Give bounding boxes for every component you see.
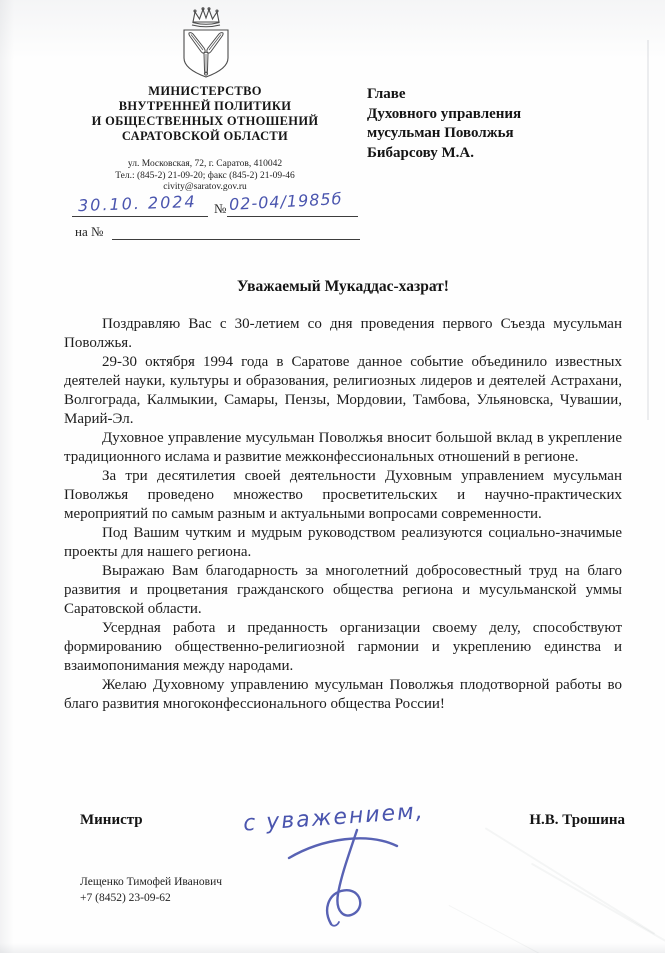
handwritten-signature-icon [283,826,403,928]
email-address: civity@saratov.gov.ru [163,182,247,192]
body-paragraph: За три десятилетия своей деятельности Духовным управлением мусульман Поволжья проведено множество просветительских и научно-практических мероприятий по самым разным и актуальными вопросами современности. [64,468,622,522]
body-paragraph: Духовное управление мусульман Поволжья вносит большой вклад в укрепление традиционного ислама и развитие межконфессиональных отношений в регионе. [64,430,622,465]
recipient-line: Бибарсову М.А. [367,144,475,161]
signer-name: Н.В. Трошина [529,812,625,828]
date-underline [72,216,208,217]
scan-streak [531,863,665,950]
saratov-coat-of-arms-icon [180,6,232,82]
body-paragraph: Под Вашим чутким и мудрым руководством реализуются социально-значимые проекты для нашего региона. [64,525,622,560]
sender-organization [55,84,355,144]
recipient-line: мусульман Поволжья [367,125,514,141]
recipient-line: Главе [367,86,406,102]
body-paragraph: 29-30 октября 1994 года в Саратове данное событие объединило известных деятелей науки, культуры и образования, религиозных лидеров и деятелей Астрахани, Волгограда, Калмыкии, Самары, Пензы, Мордовии, Тамбова, Ульяновска, Чувашии, Марий-Эл. [64,354,622,427]
org-line: МИНИСТЕРСТВО [148,84,262,98]
scan-shadow-top [0,0,665,60]
recipient-line: Духовного управления [367,105,522,122]
reply-number-underline [112,239,360,240]
executor-name: Лещенко Тимофей Иванович [80,876,223,888]
handwritten-closing: с уважением, [242,799,426,837]
body-paragraph: Выражаю Вам благодарность за многолетний добросовестный труд на благо развития и процветания гражданского общества региона и мусульманской уммы Саратовской области. [64,563,622,617]
body-paragraph: Желаю Духовному управлению мусульман Поволжья плодотворной работы во благо развития многоконфессионального общества России! [64,677,622,712]
body-paragraph: Поздравляю Вас с 30-летием со дня проведения первого Съезда мусульман Поволжья. [64,316,622,351]
number-sign-label: № [214,201,227,216]
scan-edge-line [647,40,649,420]
letter-body [64,278,622,714]
postal-address: ул. Московская, 72, г. Саратов, 410042 [127,159,283,169]
sender-contacts [55,159,355,194]
number-underline [227,216,358,217]
salutation: Уважаемый Мукаддас-хазрат! [237,278,449,295]
executor-block [80,874,222,906]
org-line: САРАТОВСКОЙ ОБЛАСТИ [121,129,289,143]
handwritten-outgoing-number: 02-04/1985б [228,189,343,214]
signer-position: Министр [80,812,143,828]
org-line: ВНУТРЕННЕЙ ПОЛИТИКИ [118,99,292,113]
handwritten-date: 30.10. 2024 [77,191,197,216]
org-line: И ОБЩЕСТВЕННЫХ ОТНОШЕНИЙ [91,114,319,128]
scan-shadow-bottom [0,943,665,953]
executor-phone: +7 (8452) 23-09-62 [80,892,171,904]
body-paragraph: Усердная работа и преданность организации своему делу, способствуют формированию общественно-религиозной гармонии и укреплению единства и взаимопонимания между народами. [64,620,622,674]
recipient-block [367,85,521,163]
phone-fax: Тел.: (845-2) 21-09-20; факс (845-2) 21-09-46 [115,170,295,181]
reply-to-number-label: на № [75,224,104,239]
